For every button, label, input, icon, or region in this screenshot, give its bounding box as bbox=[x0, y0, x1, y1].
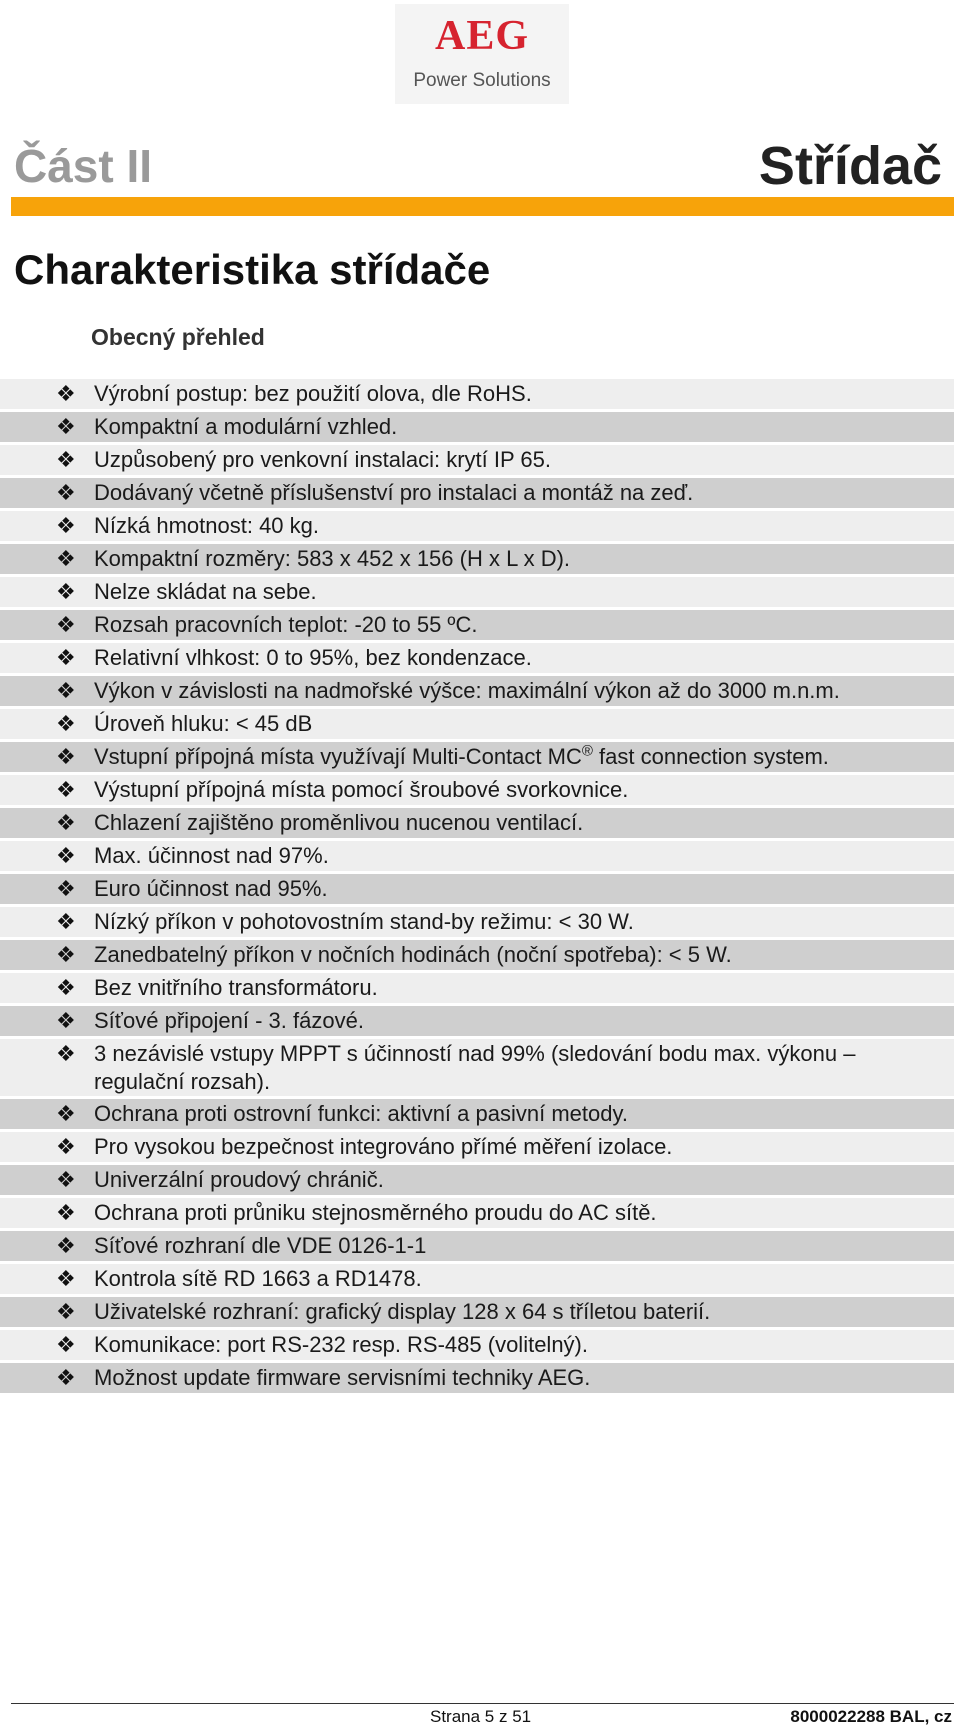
list-item-text-main: Možnost update firmware servisními techniky AEG. bbox=[94, 1365, 591, 1390]
four-diamond-bullet-icon: ❖ bbox=[56, 1233, 76, 1258]
list-item-text-main: Komunikace: port RS-232 resp. RS-485 (volitelný). bbox=[94, 1332, 588, 1357]
four-diamond-bullet-icon: ❖ bbox=[56, 612, 76, 637]
list-item bbox=[0, 940, 954, 970]
list-item-text-main: Dodávaný včetně příslušenství pro instalaci a montáž na zeď. bbox=[94, 480, 694, 505]
list-item-text bbox=[94, 1231, 954, 1260]
list-item-text-main: Max. účinnost nad 97%. bbox=[94, 843, 329, 868]
list-item-text-main: Uživatelské rozhraní: grafický display 128 x 64 s tříletou baterií. bbox=[94, 1299, 711, 1324]
list-item bbox=[0, 1231, 954, 1261]
list-item-text-main: Bez vnitřního transformátoru. bbox=[94, 975, 378, 1000]
list-item-text-main: Univerzální proudový chránič. bbox=[94, 1167, 384, 1192]
list-item bbox=[0, 577, 954, 607]
list-item-text-main: Nízký příkon v pohotovostním stand-by režimu: < 30 W. bbox=[94, 909, 634, 934]
feature-list bbox=[0, 379, 954, 1396]
four-diamond-bullet-icon: ❖ bbox=[56, 876, 76, 901]
list-item-text bbox=[94, 709, 954, 738]
list-item bbox=[0, 742, 954, 772]
four-diamond-bullet-icon: ❖ bbox=[56, 1365, 76, 1390]
list-item-text bbox=[94, 1297, 954, 1326]
four-diamond-bullet-icon: ❖ bbox=[56, 1008, 76, 1033]
list-item-text bbox=[94, 874, 954, 903]
list-item-text bbox=[94, 973, 954, 1002]
page-number: Strana 5 z 51 bbox=[430, 1707, 532, 1726]
four-diamond-bullet-icon: ❖ bbox=[56, 777, 76, 802]
list-item-text bbox=[94, 775, 954, 804]
logo-brand: AEG bbox=[434, 13, 529, 59]
list-item-text-main: Zanedbatelný příkon v nočních hodinách (noční spotřeba): < 5 W. bbox=[94, 942, 732, 967]
list-item-text bbox=[94, 643, 954, 672]
list-item-text-main: Uzpůsobený pro venkovní instalaci: krytí IP 65. bbox=[94, 447, 551, 472]
list-item bbox=[0, 874, 954, 904]
list-item-text bbox=[94, 445, 954, 474]
list-item bbox=[0, 1297, 954, 1327]
four-diamond-bullet-icon: ❖ bbox=[56, 480, 76, 505]
list-item-text bbox=[94, 1039, 954, 1096]
list-item bbox=[0, 1039, 954, 1096]
list-item-text bbox=[94, 610, 954, 639]
four-diamond-bullet-icon: ❖ bbox=[56, 447, 76, 472]
list-item bbox=[0, 445, 954, 475]
list-item-text bbox=[94, 808, 954, 837]
list-item-text bbox=[94, 841, 954, 870]
list-item-text-main: 3 nezávislé vstupy MPPT s účinností nad 99% (sledování bodu max. výkonu – regulační rozsah). bbox=[94, 1041, 856, 1094]
list-item-text-main: Vstupní přípojná místa využívají Multi-Contact MC bbox=[94, 744, 582, 769]
list-item-text-main: Nelze skládat na sebe. bbox=[94, 579, 317, 604]
list-item-text bbox=[94, 511, 954, 540]
part-title: Střídač bbox=[758, 136, 942, 196]
list-item-text-main: Kontrola sítě RD 1663 a RD1478. bbox=[94, 1266, 422, 1291]
list-item-text-main: Ochrana proti ostrovní funkci: aktivní a pasivní metody. bbox=[94, 1101, 628, 1126]
list-item-text bbox=[94, 1006, 954, 1035]
list-item-text bbox=[94, 1099, 954, 1128]
list-item bbox=[0, 511, 954, 541]
list-item bbox=[0, 1330, 954, 1360]
subsection-title: Obecný přehled bbox=[91, 324, 265, 350]
list-item-text bbox=[94, 742, 954, 771]
list-item bbox=[0, 841, 954, 871]
list-item bbox=[0, 1363, 954, 1393]
list-item-text bbox=[94, 1330, 954, 1359]
list-item-text-main: Síťové připojení - 3. fázové. bbox=[94, 1008, 364, 1033]
registered-mark: ® bbox=[581, 742, 593, 760]
four-diamond-bullet-icon: ❖ bbox=[56, 942, 76, 967]
list-item bbox=[0, 1165, 954, 1195]
four-diamond-bullet-icon: ❖ bbox=[56, 513, 76, 538]
four-diamond-bullet-icon: ❖ bbox=[56, 843, 76, 868]
four-diamond-bullet-icon: ❖ bbox=[56, 579, 76, 604]
four-diamond-bullet-icon: ❖ bbox=[56, 678, 76, 703]
four-diamond-bullet-icon: ❖ bbox=[56, 711, 76, 736]
document-number: 8000022288 BAL, cz bbox=[790, 1707, 952, 1726]
list-item-text-main: Síťové rozhraní dle VDE 0126-1-1 bbox=[94, 1233, 427, 1258]
list-item-text-main: Euro účinnost nad 95%. bbox=[94, 876, 328, 901]
list-item bbox=[0, 907, 954, 937]
list-item-text bbox=[94, 907, 954, 936]
list-item-text bbox=[94, 577, 954, 606]
aeg-logo bbox=[395, 4, 569, 104]
list-item-text-main: Rozsah pracovních teplot: -20 to 55 ºC. bbox=[94, 612, 478, 637]
list-item-text bbox=[94, 1363, 954, 1392]
list-item-text-main: Kompaktní a modulární vzhled. bbox=[94, 414, 398, 439]
four-diamond-bullet-icon: ❖ bbox=[56, 1101, 76, 1126]
list-item-text-main: Výrobní postup: bez použití olova, dle RoHS. bbox=[94, 381, 532, 406]
four-diamond-bullet-icon: ❖ bbox=[56, 1167, 76, 1192]
four-diamond-bullet-icon: ❖ bbox=[56, 1041, 76, 1066]
list-item-text bbox=[94, 1264, 954, 1293]
footer-divider bbox=[11, 1703, 954, 1704]
section-title: Charakteristika střídače bbox=[14, 246, 491, 293]
list-item-text bbox=[94, 544, 954, 573]
list-item-text bbox=[94, 1165, 954, 1194]
list-item bbox=[0, 379, 954, 409]
list-item bbox=[0, 412, 954, 442]
logo-subtitle: Power Solutions bbox=[413, 70, 551, 91]
list-item bbox=[0, 1099, 954, 1129]
part-label: Část II bbox=[14, 140, 153, 192]
list-item-text-main: Chlazení zajištěno proměnlivou nucenou ventilací. bbox=[94, 810, 584, 835]
list-item-text-main: Úroveň hluku: < 45 dB bbox=[94, 711, 313, 736]
four-diamond-bullet-icon: ❖ bbox=[56, 546, 76, 571]
four-diamond-bullet-icon: ❖ bbox=[56, 381, 76, 406]
list-item bbox=[0, 676, 954, 706]
four-diamond-bullet-icon: ❖ bbox=[56, 645, 76, 670]
list-item bbox=[0, 478, 954, 508]
list-item-text-main: Pro vysokou bezpečnost integrováno přímé měření izolace. bbox=[94, 1134, 673, 1159]
four-diamond-bullet-icon: ❖ bbox=[56, 1200, 76, 1225]
list-item-text bbox=[94, 1198, 954, 1227]
list-item-text-main: Relativní vlhkost: 0 to 95%, bez kondenzace. bbox=[94, 645, 532, 670]
header-divider-bar bbox=[11, 197, 954, 216]
list-item bbox=[0, 808, 954, 838]
four-diamond-bullet-icon: ❖ bbox=[56, 1266, 76, 1291]
four-diamond-bullet-icon: ❖ bbox=[56, 414, 76, 439]
list-item-text bbox=[94, 478, 954, 507]
list-item bbox=[0, 709, 954, 739]
list-item-text-main: Kompaktní rozměry: 583 x 452 x 156 (H x L x D). bbox=[94, 546, 571, 571]
list-item-text-main: Nízká hmotnost: 40 kg. bbox=[94, 513, 319, 538]
four-diamond-bullet-icon: ❖ bbox=[56, 810, 76, 835]
four-diamond-bullet-icon: ❖ bbox=[56, 909, 76, 934]
list-item bbox=[0, 1006, 954, 1036]
list-item-text-main: Ochrana proti průniku stejnosměrného proudu do AC sítě. bbox=[94, 1200, 657, 1225]
list-item bbox=[0, 973, 954, 1003]
list-item-text bbox=[94, 412, 954, 441]
list-item bbox=[0, 1198, 954, 1228]
list-item bbox=[0, 1132, 954, 1162]
four-diamond-bullet-icon: ❖ bbox=[56, 1332, 76, 1357]
list-item-text-main: Výkon v závislosti na nadmořské výšce: maximální výkon až do 3000 m.n.m. bbox=[94, 678, 840, 703]
list-item-text bbox=[94, 940, 954, 969]
list-item bbox=[0, 1264, 954, 1294]
list-item bbox=[0, 610, 954, 640]
list-item-text bbox=[94, 676, 954, 705]
list-item bbox=[0, 544, 954, 574]
list-item bbox=[0, 775, 954, 805]
four-diamond-bullet-icon: ❖ bbox=[56, 744, 76, 769]
four-diamond-bullet-icon: ❖ bbox=[56, 1134, 76, 1159]
list-item-text bbox=[94, 1132, 954, 1161]
list-item-text-main: Výstupní přípojná místa pomocí šroubové svorkovnice. bbox=[94, 777, 629, 802]
list-item bbox=[0, 643, 954, 673]
four-diamond-bullet-icon: ❖ bbox=[56, 975, 76, 1000]
list-item-text bbox=[94, 379, 954, 408]
four-diamond-bullet-icon: ❖ bbox=[56, 1299, 76, 1324]
list-item-text-after: fast connection system. bbox=[592, 744, 829, 769]
